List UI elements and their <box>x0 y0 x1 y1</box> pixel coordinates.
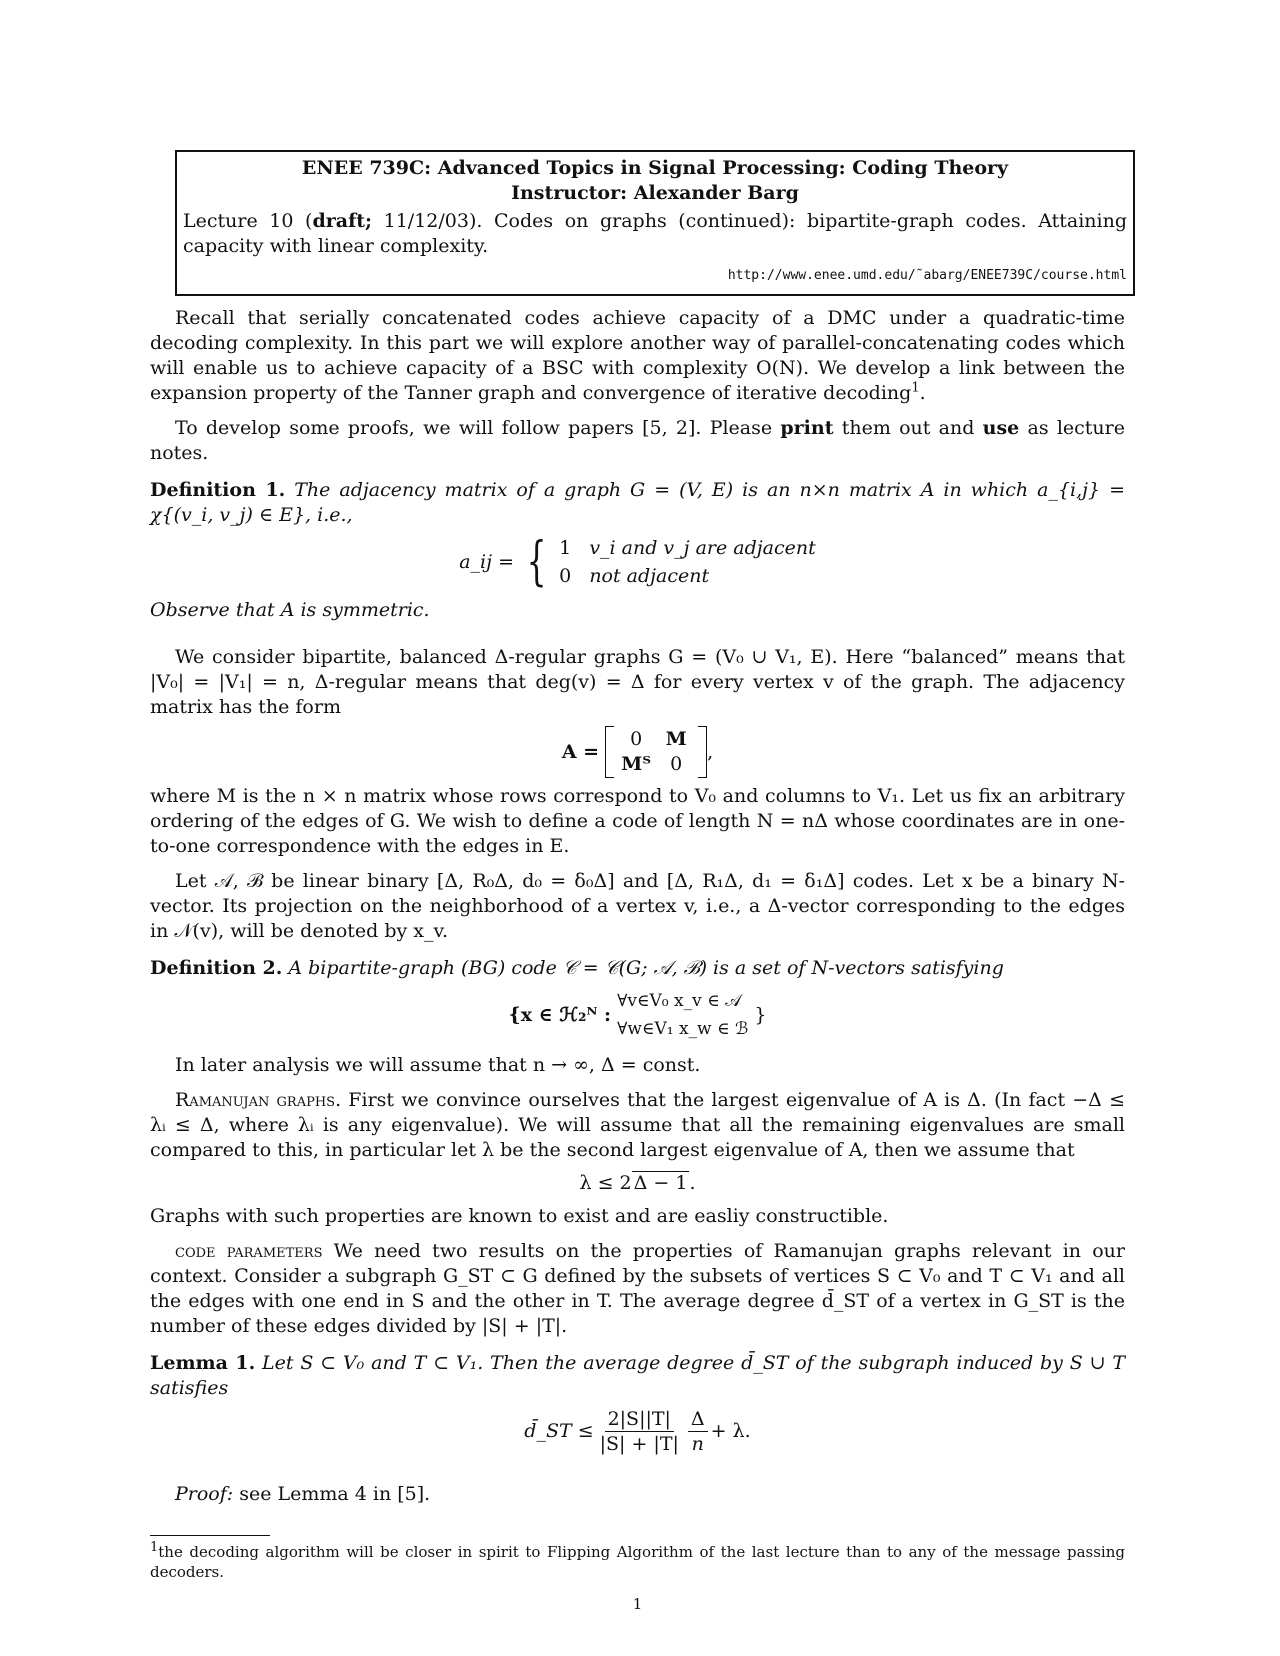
paragraph-existence: Graphs with such properties are known to exist and are easliy constructible. <box>150 1205 889 1227</box>
paragraph-asymptotic: In later analysis we will assume that n → ∞, Δ = const. <box>175 1054 701 1076</box>
paragraph-codes: Let 𝒜, ℬ be linear binary [Δ, R₀Δ, d₀ = δ₀Δ] and [Δ, R₁Δ, d₁ = δ₁Δ] codes. Let x be a binary N-vector. Its projection on the neighborhood of a vertex v, i.e., a Δ-vector corresponding to the edges in 𝒩(v), will be denoted by x_v. <box>150 870 1125 942</box>
equation-adjacency: a_ij = { 1 v_i and v_j are adjacent 0 not adjacent <box>459 532 816 592</box>
equation-average-degree: d̄_ST ≤ $\frac{2|S||T|}{|S| + |T|}$ $\frac{\Delta}{n}$ + λ. <box>524 1408 751 1455</box>
equation-block-matrix: A = 0 M Mᵀ 0 , <box>150 726 1125 778</box>
definition-1: Definition 1. The adjacency matrix of a graph G = (V, E) is an n×n matrix A in which a_{i,j} = χ{(v_i, v_j) ∈ E}, i.e., <box>150 479 1126 526</box>
paragraph-ramanujan: Ramanujan graphs. First we convince ourselves that the largest eigenvalue of A is Δ. (In fact −Δ ≤ λᵢ ≤ Δ, where λᵢ is any eigenvalue). We will assume that all the remaining eigenvalues are small compared to this, in particular let λ be the second largest eigenvalue of A, then we assume that <box>150 1089 1125 1161</box>
course-title: ENEE 739C: Advanced Topics in Signal Processing: Coding Theory <box>301 157 1009 179</box>
paragraph-code-parameters: code parameters We need two results on the properties of Ramanujan graphs relevant in our context. Consider a subgraph G_ST ⊂ G defined by the subsets of vertices S ⊂ V₀ and T ⊂ V₁ and all the edges with one end in S and the other in T. The average degree d̄_ST of a vertex in G_ST is the number of these edges divided by |S| + |T|. <box>150 1240 1125 1337</box>
lecture-description: Lecture 10 (draft; 11/12/03). Codes on graphs (continued): bipartite-graph codes. Attaining capacity with linear complexity. <box>183 210 1128 257</box>
paragraph-papers: To develop some proofs, we will follow papers [5, 2]. Please print them out and use as lecture notes. <box>150 417 1125 464</box>
equation-bg-code: {x ∈ ℋ₂ᴺ : ∀v∈V₀ x_v ∈ 𝒜 ∀w∈V₁ x_w ∈ ℬ } <box>508 991 767 1039</box>
paragraph-intro: Recall that serially concatenated codes achieve capacity of a DMC under a quadratic-time decoding complexity. In this part we will explore another way of parallel-concatenating codes which will enable us to achieve capacity of a BSC with complexity O(N). We develop a link between the expansion property of the Tanner graph and convergence of iterative decoding$^1$. <box>150 307 1125 404</box>
instructor: Instructor: Alexander Barg <box>511 182 799 204</box>
definition-2: Definition 2. A bipartite-graph (BG) code 𝒞 = 𝒞(G; 𝒜, ℬ) is a set of N-vectors satisfying <box>150 957 1004 979</box>
lemma-1: Lemma 1. Let S ⊂ V₀ and T ⊂ V₁. Then the average degree d̄_ST of the subgraph induced by S ∪ T satisfies <box>150 1352 1125 1399</box>
page-number: 1 <box>632 1595 643 1613</box>
paragraph-bipartite: We consider bipartite, balanced Δ-regular graphs G = (V₀ ∪ V₁, E). Here “balanced” means that |V₀| = |V₁| = n, Δ-regular means that deg(v) = Δ for every vertex v of the graph. The adjacency matrix has the form <box>150 646 1125 718</box>
proof: Proof: see Lemma 4 in [5]. <box>175 1483 431 1505</box>
observe-symmetric: Observe that A is symmetric. <box>150 599 430 621</box>
course-url: http://www.enee.umd.edu/˜abarg/ENEE739C/course.html <box>727 268 1127 283</box>
equation-eigenvalue: λ ≤ 2 Δ − 1 . <box>579 1172 696 1194</box>
footnote: $^1$the decoding algorithm will be closer in spirit to Flipping Algorithm of the last lecture than to any of the message passing decoders. <box>150 1540 1125 1581</box>
paragraph-matrix-M: where M is the n × n matrix whose rows correspond to V₀ and columns to V₁. Let us fix an arbitrary ordering of the edges of G. We wish to define a code of length N = nΔ whose coordinates are in one-to-one correspondence with the edges in E. <box>150 785 1125 857</box>
header-box <box>175 150 1135 296</box>
footnote-rule <box>150 1535 270 1536</box>
page <box>150 150 1128 1617</box>
